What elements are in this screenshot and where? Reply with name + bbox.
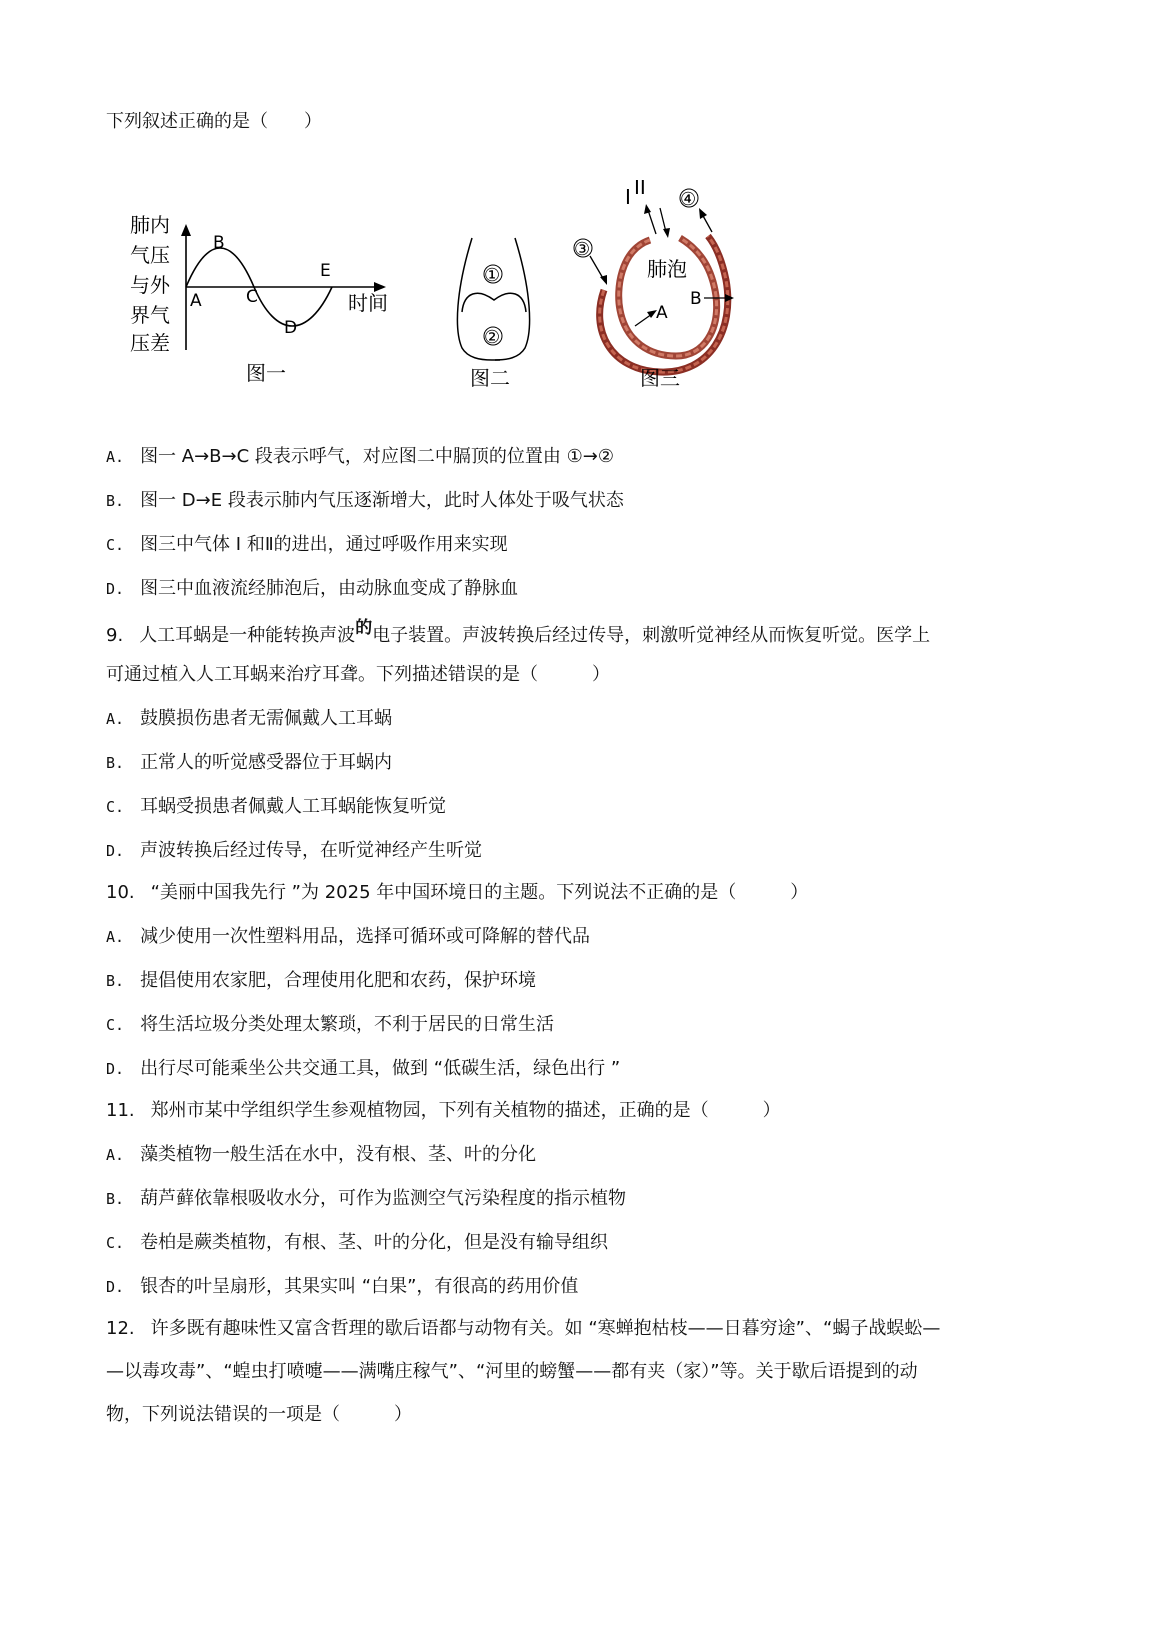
q8-option-d[interactable] <box>106 577 518 601</box>
q12-text: 许多既有趣味性又富含哲理的歇后语都与动物有关。如 “寒蝉抱枯枝——日暮穷途”、“蝎子战蜈蚣— <box>150 1318 941 1339</box>
option-text: 图一 A→B→C 段表示呼气，对应图二中膈顶的位置由 ①→② <box>140 446 614 467</box>
q9-text-part: 人工耳蜗是一种能转换声波 <box>139 625 356 646</box>
q9-stem-line1 <box>106 618 931 648</box>
q9-option-c[interactable] <box>106 795 446 819</box>
fig1-ylabel-line: 气压 <box>130 243 170 267</box>
option-text: 提倡使用农家肥，合理使用化肥和农药，保护环境 <box>140 970 537 991</box>
q9-raised-char: 的 <box>355 618 373 638</box>
option-letter: A. <box>106 448 125 466</box>
option-letter: D. <box>106 1060 125 1078</box>
fig3-label-3: ③ <box>574 239 591 260</box>
figure-three <box>574 180 734 390</box>
option-text: 卷柏是蕨类植物，有根、茎、叶的分化，但是没有输导组织 <box>140 1232 609 1253</box>
fig1-ylabel-line: 与外 <box>130 273 170 297</box>
fig1-point-c: C <box>246 287 258 307</box>
fig3-label-4: ④ <box>680 189 697 210</box>
q10-option-c[interactable] <box>106 1013 554 1037</box>
question-number: 11. <box>106 1100 135 1121</box>
q9-option-a[interactable] <box>106 707 392 731</box>
option-text: 耳蜗受损患者佩戴人工耳蜗能恢复听觉 <box>140 796 447 817</box>
fig3-label-b: B <box>690 289 702 309</box>
option-text: 将生活垃圾分类处理太繁琐，不利于居民的日常生活 <box>140 1014 555 1035</box>
fig1-ylabel-line: 界气 <box>130 303 170 327</box>
fig2-label-2: ② <box>484 327 501 348</box>
q9-stem-line2: 可通过植入人工耳蜗来治疗耳聋。下列描述错误的是（ ） <box>106 664 610 685</box>
option-letter: B. <box>106 492 125 510</box>
q12-stem-line1 <box>106 1317 940 1341</box>
q11-stem <box>106 1099 781 1123</box>
option-letter: C. <box>106 1016 125 1034</box>
option-letter: C. <box>106 1234 125 1252</box>
option-text: 图三中气体 I 和Ⅱ的进出，通过呼吸作用来实现 <box>140 534 508 555</box>
fig1-point-a: A <box>190 291 202 311</box>
option-text: 减少使用一次性塑料用品，选择可循环或可降解的替代品 <box>140 926 591 947</box>
option-text: 图一 D→E 段表示肺内气压逐渐增大，此时人体处于吸气状态 <box>140 490 624 511</box>
fig1-point-b: B <box>213 233 225 253</box>
option-letter: D. <box>106 1278 125 1296</box>
option-text: 鼓膜损伤患者无需佩戴人工耳蜗 <box>140 708 393 729</box>
q9-option-b[interactable] <box>106 751 392 775</box>
option-text: 声波转换后经过传导，在听觉神经产生听觉 <box>140 840 483 861</box>
fig1-ylabel-line: 压差 <box>130 331 170 355</box>
option-letter: A. <box>106 1146 125 1164</box>
fig1-ylabel-line: 肺内 <box>130 213 170 237</box>
question-number: 9. <box>106 625 124 646</box>
q9-text-part: 电子装置。声波转换后经过传导，刺激听觉神经从而恢复听觉。医学上 <box>372 625 931 646</box>
q11-text: 郑州市某中学组织学生参观植物园，下列有关植物的描述，正确的是（ ） <box>150 1100 781 1121</box>
option-text: 银杏的叶呈扇形，其果实叫 “白果”，有很高的药用价值 <box>140 1276 579 1297</box>
q12-stem-line2: —以毒攻毒”、“蝗虫打喷嚏——满嘴庄稼气”、“河里的螃蟹——都有夹（家）”等。关于歇后语提到的动 <box>106 1361 918 1382</box>
fig3-alveolus-label: 肺泡 <box>647 257 687 281</box>
fig3-gas-i: I <box>625 185 631 209</box>
fig3-gas-ii: II <box>634 180 646 199</box>
figure-one <box>130 213 388 385</box>
fig3-caption: 图三 <box>640 366 680 390</box>
option-text: 正常人的听觉感受器位于耳蜗内 <box>140 752 393 773</box>
fig1-point-d: D <box>284 318 298 338</box>
q10-option-b[interactable] <box>106 969 536 993</box>
q10-stem <box>106 881 808 905</box>
option-text: 出行尽可能乘坐公共交通工具，做到 “低碳生活，绿色出行 ” <box>140 1058 621 1079</box>
figures-area <box>120 180 800 420</box>
q8-option-c[interactable] <box>106 533 508 557</box>
fig3-label-a: A <box>656 303 668 323</box>
q11-option-a[interactable] <box>106 1143 536 1167</box>
option-letter: B. <box>106 972 125 990</box>
option-letter: C. <box>106 798 125 816</box>
q8-option-a[interactable] <box>106 445 614 469</box>
figure-two <box>457 238 529 390</box>
option-letter: D. <box>106 842 125 860</box>
option-text: 图三中血液流经肺泡后，由动脉血变成了静脉血 <box>140 578 519 599</box>
q11-option-d[interactable] <box>106 1275 578 1299</box>
q11-option-c[interactable] <box>106 1231 608 1255</box>
q8-option-b[interactable] <box>106 489 624 513</box>
fig2-label-1: ① <box>484 265 501 286</box>
question-stem-intro: 下列叙述正确的是（ ） <box>106 111 322 132</box>
option-letter: A. <box>106 710 125 728</box>
q10-text: “美丽中国我先行 ”为 2025 年中国环境日的主题。下列说法不正确的是（ ） <box>150 882 809 903</box>
q12-stem-line3: 物，下列说法错误的一项是（ ） <box>106 1404 412 1425</box>
fig1-caption: 图一 <box>246 361 286 385</box>
fig1-point-e: E <box>320 261 331 281</box>
option-letter: D. <box>106 580 125 598</box>
fig2-caption: 图二 <box>470 366 510 390</box>
option-letter: B. <box>106 754 125 772</box>
option-letter: B. <box>106 1190 125 1208</box>
q10-option-a[interactable] <box>106 925 590 949</box>
fig1-xlabel: 时间 <box>348 291 388 315</box>
option-letter: A. <box>106 928 125 946</box>
option-letter: C. <box>106 536 125 554</box>
figures-svg <box>120 180 800 420</box>
question-number: 12. <box>106 1318 135 1339</box>
q10-option-d[interactable] <box>106 1057 620 1081</box>
q9-option-d[interactable] <box>106 839 482 863</box>
option-text: 葫芦藓依靠根吸收水分，可作为监测空气污染程度的指示植物 <box>140 1188 627 1209</box>
option-text: 藻类植物一般生活在水中，没有根、茎、叶的分化 <box>140 1144 537 1165</box>
question-number: 10. <box>106 882 135 903</box>
q11-option-b[interactable] <box>106 1187 626 1211</box>
